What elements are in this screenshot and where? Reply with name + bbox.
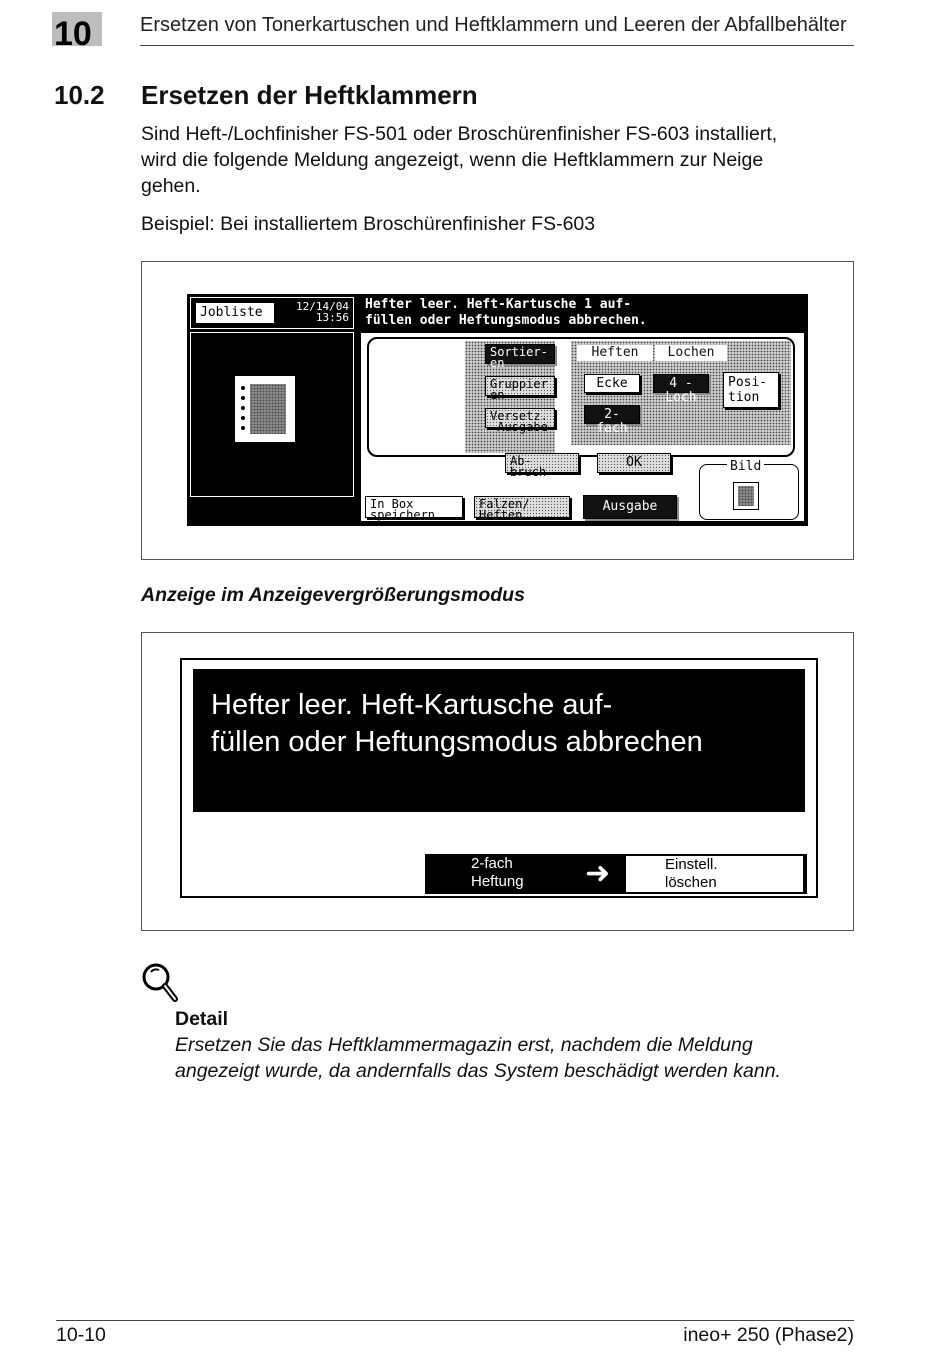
button-label: en — [490, 388, 505, 402]
footer-rule — [56, 1320, 854, 1321]
enlarged-button-bar — [425, 854, 807, 894]
heften-label: Heften — [577, 345, 653, 361]
detail-title: Detail — [175, 1008, 229, 1030]
example-line: Beispiel: Bei installiertem Broschürenfinisher FS-603 — [141, 213, 596, 235]
message-line: füllen oder Heftungsmodus abbrechen — [211, 726, 703, 758]
staple-empty-message — [365, 297, 647, 329]
button-label: -Ausgabe — [490, 420, 548, 434]
falzen-heften-tab[interactable] — [474, 496, 570, 522]
preview-image — [250, 384, 286, 434]
bild-icon-image — [738, 486, 754, 506]
staple-dot — [241, 396, 245, 400]
bild-icon[interactable] — [733, 482, 759, 510]
button-label: speichern — [370, 508, 436, 522]
vier-loch-button[interactable]: 4 -Loch — [653, 374, 709, 393]
bild-label: Bild — [727, 460, 764, 474]
arrow-right-icon: ➜ — [585, 857, 611, 890]
button-label: löschen — [665, 874, 717, 891]
chapter-number: 10 — [52, 12, 102, 46]
button-label: bruch — [510, 465, 547, 479]
enlarged-screen — [180, 658, 818, 898]
figure-caption: Anzeige im Anzeigevergrößerungsmodus — [141, 584, 525, 606]
position-button[interactable] — [723, 372, 779, 408]
document-preview — [235, 376, 295, 442]
message-line: Hefter leer. Heft-Kartusche auf- — [211, 689, 613, 721]
in-box-speichern-tab[interactable] — [365, 496, 463, 522]
ok-button[interactable]: OK — [597, 453, 671, 473]
button-label: Falzen/ — [479, 497, 530, 511]
sortieren-button[interactable] — [485, 344, 555, 370]
lochen-label: Lochen — [655, 345, 727, 361]
zweifach-button[interactable]: 2-fach — [584, 405, 640, 424]
detail-line: angezeigt wurde, da andernfalls das System beschädigt werden kann. — [175, 1060, 781, 1082]
intro-line: Sind Heft-/Lochfinisher FS-501 oder Broschürenfinisher FS-603 installiert, — [141, 123, 778, 145]
button-label: Posi- — [728, 375, 768, 390]
button-label: Einstell. — [665, 856, 718, 873]
page-number: 10-10 — [56, 1324, 106, 1346]
running-title: Ersetzen von Tonerkartuschen und Heftklammern und Leeren der Abfallbehälter — [140, 14, 847, 36]
message-line: füllen oder Heftungsmodus abbrechen. — [365, 313, 647, 328]
date-time — [287, 301, 349, 323]
gruppieren-button[interactable] — [485, 376, 555, 402]
button-label: en — [490, 356, 505, 370]
ausgabe-tab[interactable]: Ausgabe — [583, 495, 677, 519]
staple-dot — [241, 406, 245, 410]
section-title: Ersetzen der Heftklammern — [141, 80, 478, 110]
button-label: Versetz. — [490, 409, 548, 423]
staple-dot — [241, 426, 245, 430]
button-label: Sortier- — [490, 345, 548, 359]
intro-line: gehen. — [141, 175, 201, 197]
detail-text — [175, 1032, 875, 1084]
ecke-button[interactable]: Ecke — [584, 374, 640, 393]
zweifach-heftung-button[interactable] — [471, 855, 581, 891]
button-label: Gruppier — [490, 377, 548, 391]
intro-paragraph — [141, 121, 851, 199]
staple-dot — [241, 386, 245, 390]
enlarged-message-panel — [193, 669, 805, 812]
button-label: Ab- — [510, 454, 532, 468]
header-rule — [140, 45, 854, 46]
product-name: ineo+ 250 (Phase2) — [683, 1324, 854, 1346]
section-number: 10.2 — [54, 80, 105, 110]
button-label: Heftung — [471, 873, 524, 890]
magnifier-icon — [141, 962, 179, 1004]
enlarged-message — [211, 687, 703, 761]
einstellung-loeschen-button[interactable] — [626, 856, 803, 892]
preview-panel — [190, 332, 354, 497]
intro-line: wird die folgende Meldung angezeigt, wenn die Heftklammern zur Neige — [141, 149, 764, 171]
message-line: Hefter leer. Heft-Kartusche 1 auf- — [365, 297, 632, 312]
abbruch-button[interactable] — [505, 453, 579, 479]
button-label: 2-fach — [471, 855, 513, 872]
button-label: tion — [728, 390, 760, 405]
button-label: In Box — [370, 497, 414, 511]
control-panel-screen — [187, 294, 808, 526]
date-label: 12/14/04 — [296, 300, 349, 313]
jobliste-button[interactable]: Jobliste — [195, 302, 275, 324]
detail-line: Ersetzen Sie das Heftklammermagazin erst, nachdem die Meldung — [175, 1034, 753, 1056]
staple-dot — [241, 416, 245, 420]
versetzte-ausgabe-button[interactable] — [485, 408, 555, 434]
time-label: 13:56 — [315, 311, 349, 324]
button-label: Heften — [479, 508, 523, 522]
